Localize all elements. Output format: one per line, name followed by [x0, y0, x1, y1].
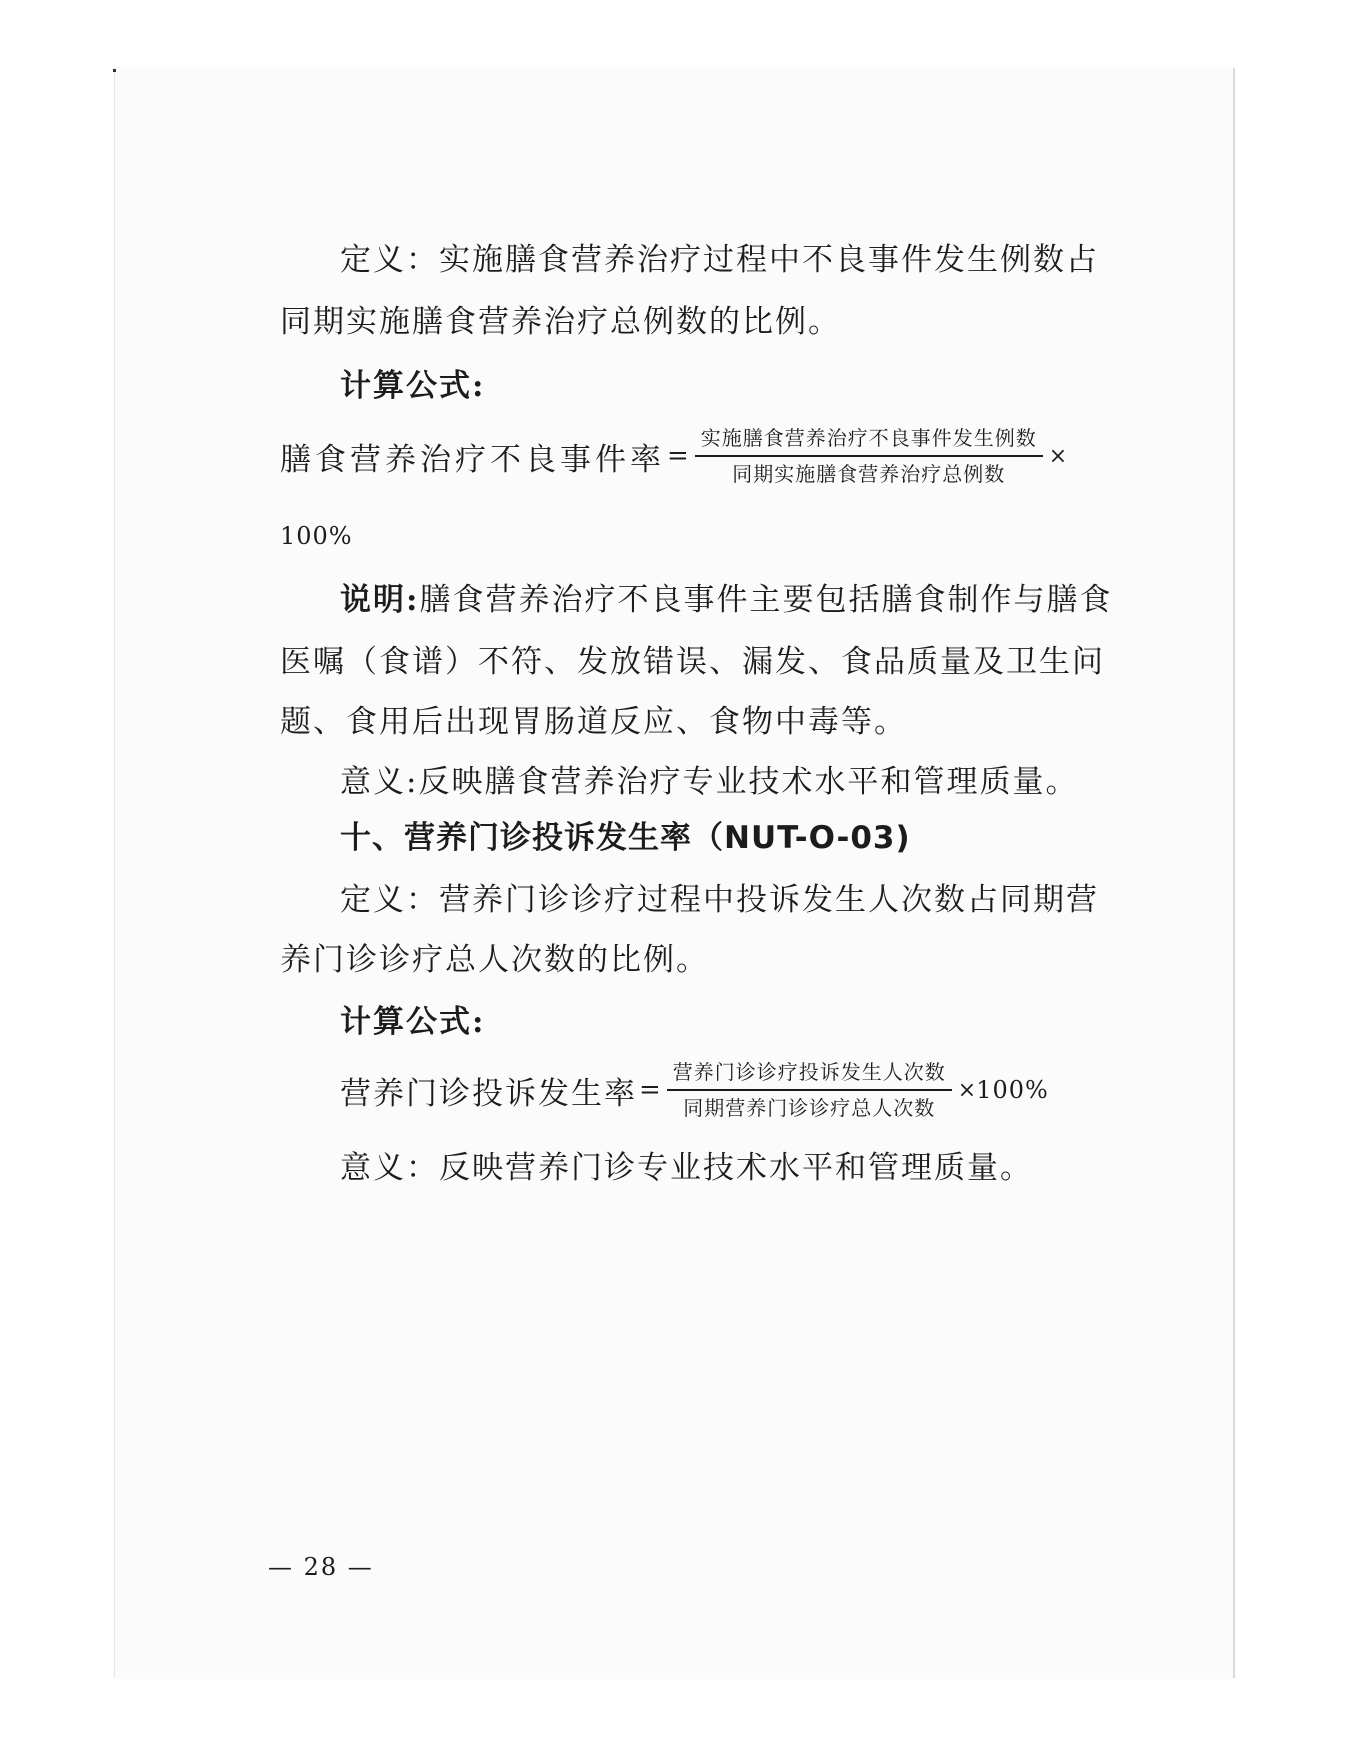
formula-2-times: × [957, 1077, 977, 1103]
definition-1-line-2: 同期实施膳食营养治疗总例数的比例。 [280, 304, 841, 340]
calc-formula-label-2: 计算公式: [340, 1004, 486, 1040]
definition-2-line-1: 定义：营养门诊诊疗过程中投诉发生人次数占同期营 [340, 882, 1099, 918]
explanation-line-2: 医嘱（食谱）不符、发放错误、漏发、食品质量及卫生问 [280, 644, 1105, 680]
meaning-2: 意义：反映营养门诊专业技术水平和管理质量。 [340, 1150, 1033, 1186]
formula-2-fraction [667, 1058, 952, 1122]
definition-2-line-2: 养门诊诊疗总人次数的比例。 [280, 942, 709, 978]
formula-2-lhs: 营养门诊投诉发生率 [340, 1075, 637, 1112]
formula-2-numerator: 营养门诊诊疗投诉发生人次数 [672, 1060, 946, 1084]
calc-formula-label-1: 计算公式: [340, 368, 486, 404]
definition-1-line-1: 定义：实施膳食营养治疗过程中不良事件发生例数占 [340, 242, 1099, 278]
explanation-line-1 [340, 580, 1112, 620]
explanation-text-1: 膳食营养治疗不良事件主要包括膳食制作与膳食 [419, 582, 1113, 618]
scan-speck [113, 69, 116, 72]
formula-adverse-event-rate [280, 424, 1067, 488]
formula-1-equals: = [667, 441, 689, 471]
explanation-label: 说明: [340, 582, 420, 618]
formula-complaint-rate [340, 1058, 1049, 1122]
section-heading-10: 十、营养门诊投诉发生率（NUT-O-03) [340, 820, 911, 856]
explanation-line-3: 题、食用后出现胃肠道反应、食物中毒等。 [280, 704, 907, 740]
meaning-1: 意义:反映膳食营养治疗专业技术水平和管理质量。 [340, 764, 1079, 800]
formula-2-fraction-bar [667, 1089, 952, 1091]
formula-2-denominator: 同期营养门诊诊疗总人次数 [683, 1096, 936, 1120]
formula-2-percent: 100% [976, 1076, 1049, 1104]
formula-1-times: × [1048, 443, 1068, 469]
formula-1-fraction [695, 424, 1043, 488]
formula-1-fraction-bar [695, 455, 1043, 457]
formula-1-lhs: 膳食营养治疗不良事件率 [280, 441, 665, 478]
page-number: — 28 — [268, 1553, 374, 1581]
formula-1-percent: 100% [280, 522, 353, 550]
formula-1-numerator: 实施膳食营养治疗不良事件发生例数 [700, 426, 1037, 450]
formula-1-denominator: 同期实施膳食营养治疗总例数 [732, 462, 1006, 486]
formula-2-equals: = [639, 1075, 661, 1105]
